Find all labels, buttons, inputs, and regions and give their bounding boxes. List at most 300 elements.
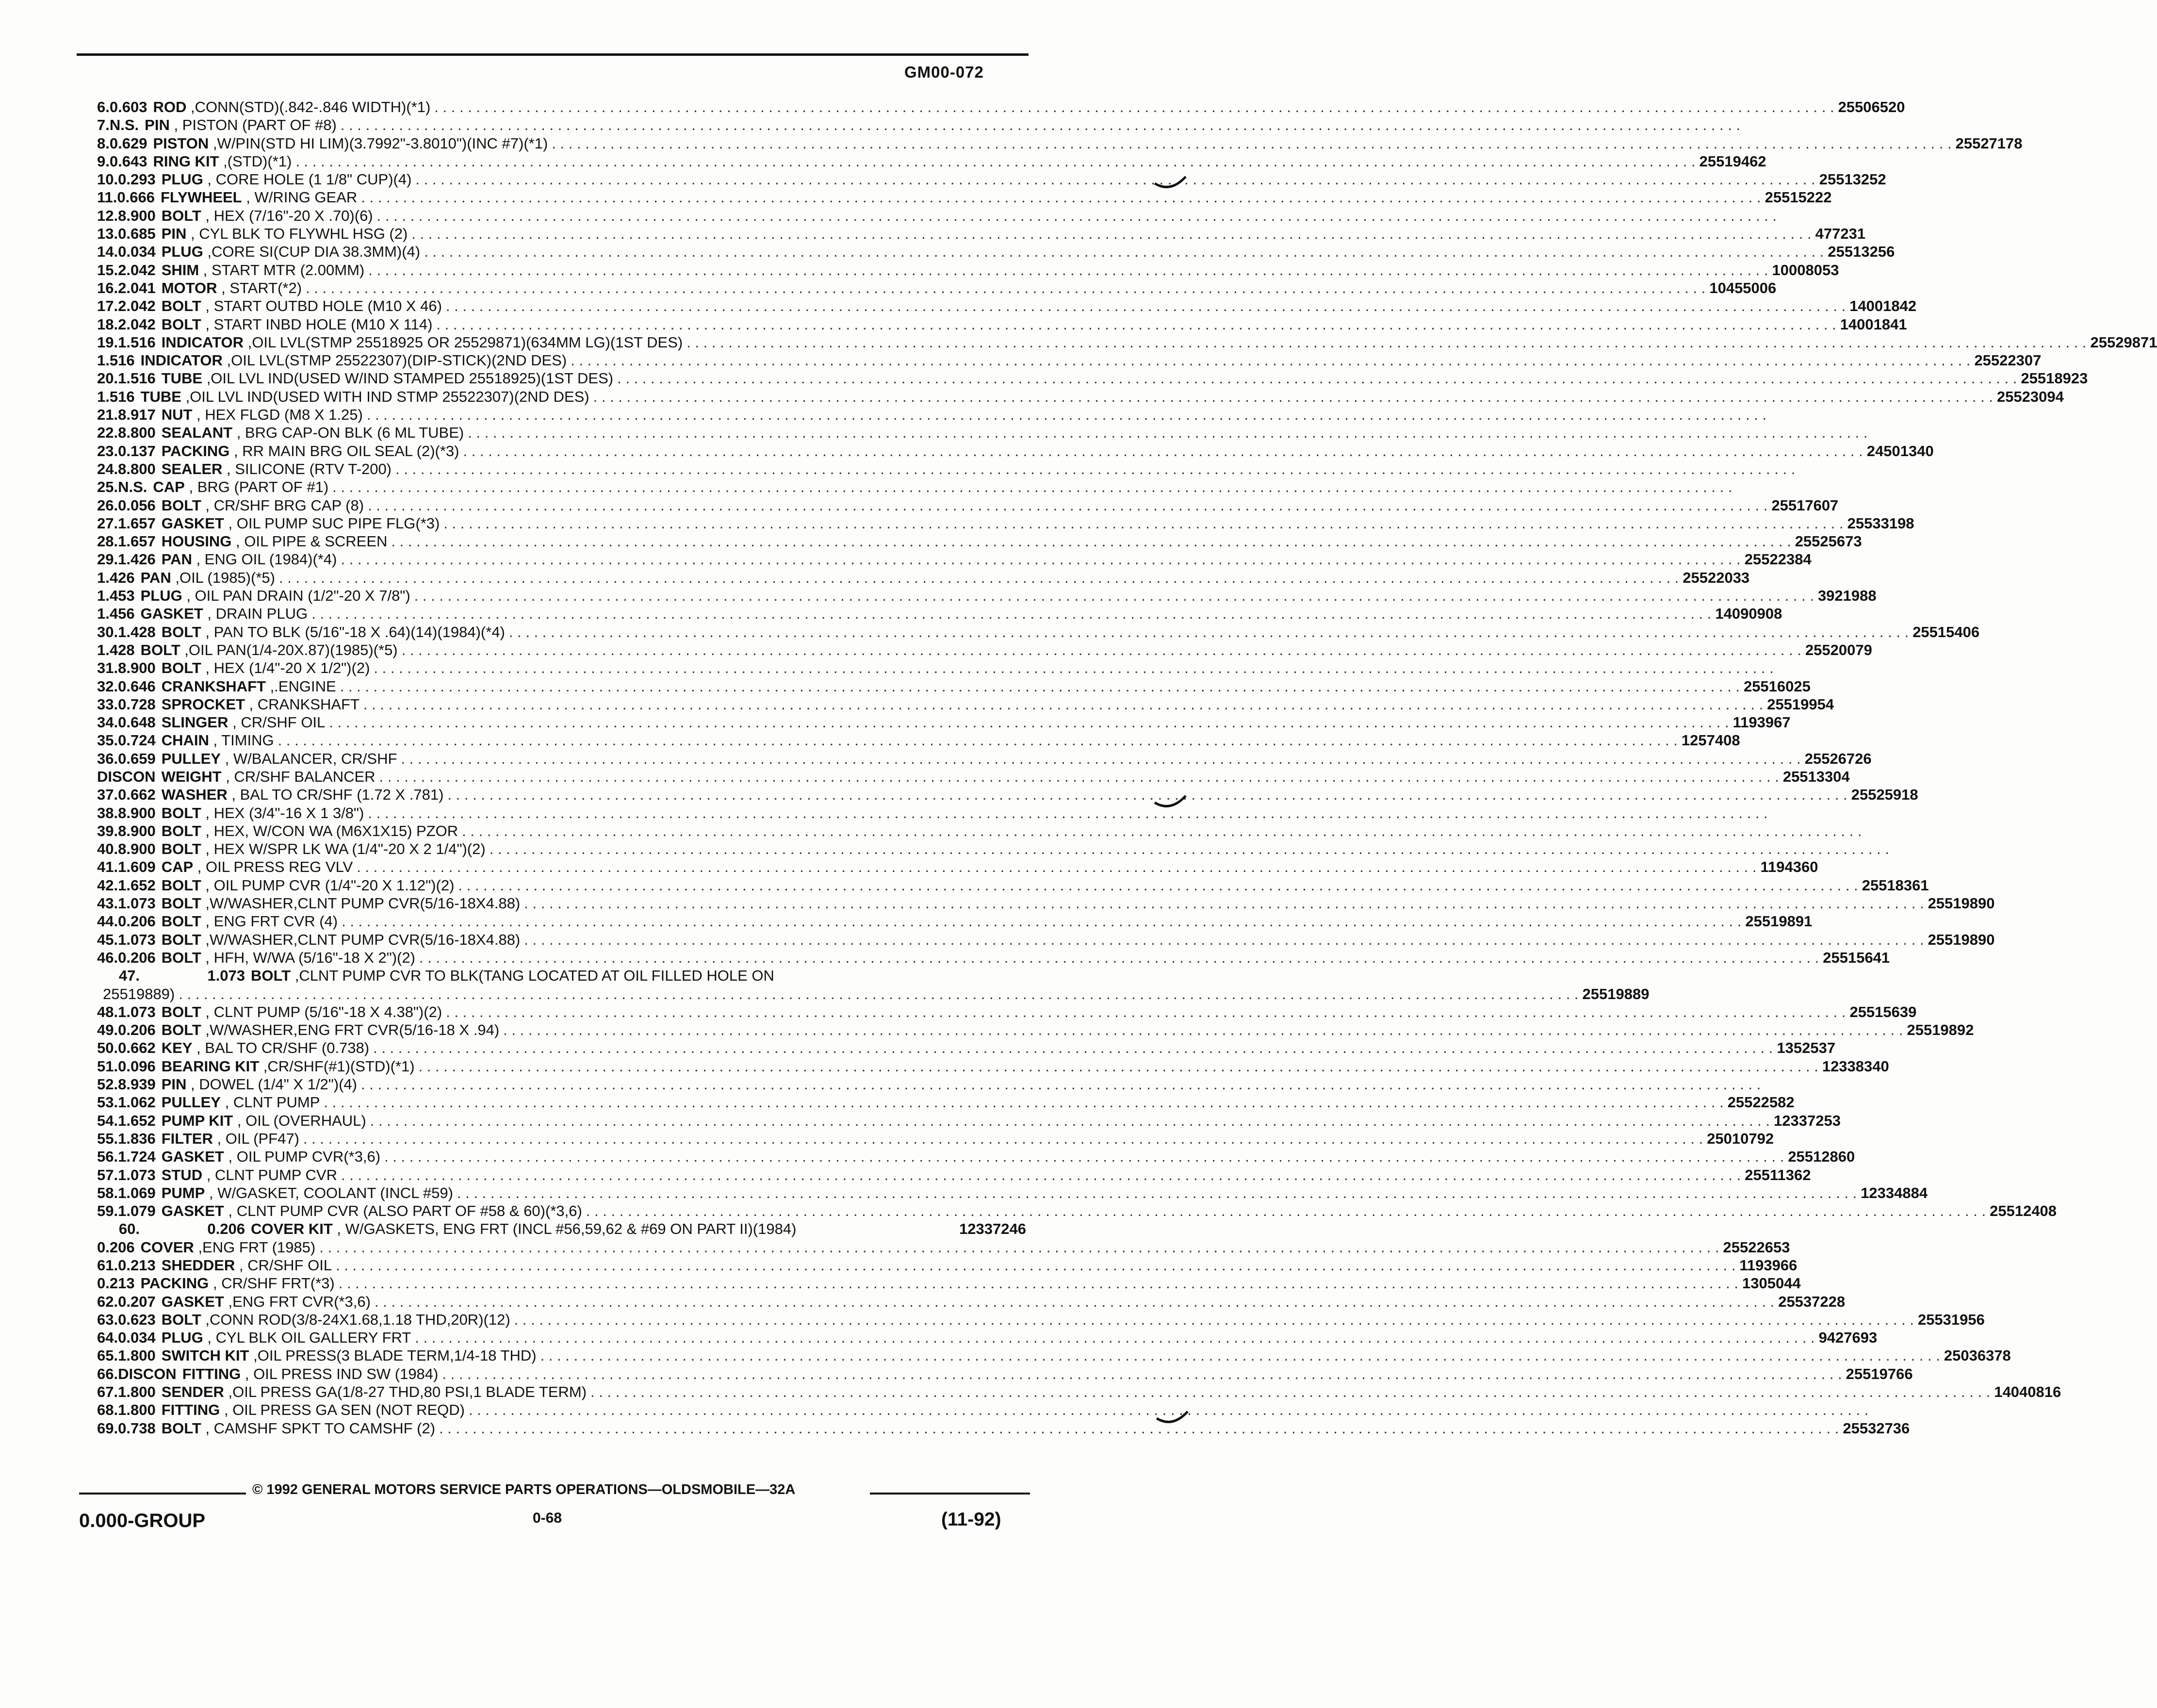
part-detail: ,OIL PAN(1/4-20X.87)(1985)(*5)	[180, 641, 398, 658]
part-name: BOLT	[161, 623, 201, 640]
part-name: FILTER	[161, 1130, 213, 1147]
item-number: 18.	[97, 315, 118, 333]
part-detail: , CYL BLK OIL GALLERY FRT	[203, 1329, 411, 1347]
parts-row	[97, 496, 1839, 515]
dot-leader	[392, 460, 1795, 478]
item-number: 12.	[97, 207, 118, 224]
part-description	[153, 99, 1834, 116]
part-description	[162, 624, 1909, 641]
part-number: 25519889	[1582, 985, 1650, 1002]
part-description	[153, 478, 1732, 496]
part-name: BOLT	[161, 315, 201, 333]
dot-leader	[302, 279, 1705, 297]
part-detail: , OIL (OVERHAUL)	[233, 1112, 366, 1129]
group-number: 8.800	[118, 424, 156, 442]
group-number: 0.213	[118, 1257, 156, 1274]
parts-row	[97, 695, 1834, 714]
parts-row	[97, 333, 2157, 352]
part-description	[141, 641, 1801, 659]
dot-leader	[454, 877, 1858, 894]
parts-row	[97, 805, 1026, 822]
footer-copyright: © 1992 GENERAL MOTORS SERVICE PARTS OPERATIONS—OLDSMOBILE—32A	[252, 1482, 796, 1497]
part-name: BOLT	[161, 840, 201, 858]
part-detail: ,OIL PRESS GA(1/8-27 THD,80 PSI,1 BLADE TERM)	[224, 1383, 587, 1401]
item-number: 54.	[97, 1112, 118, 1129]
group-number: 0.096	[118, 1057, 156, 1075]
item-number: 37.	[97, 786, 118, 804]
dot-leader	[505, 624, 1909, 641]
part-description	[141, 1275, 1738, 1292]
part-name: BOLT	[161, 949, 201, 966]
dot-leader	[363, 406, 1766, 424]
part-description	[162, 1202, 1986, 1220]
top-rule	[77, 53, 1029, 56]
part-detail: , W/RING GEAR	[242, 189, 358, 206]
dot-leader	[486, 840, 1889, 858]
part-detail: ,ENG FRT CVR(*3,6)	[224, 1293, 371, 1310]
dot-leader	[411, 1329, 1814, 1347]
part-detail: , CLNT PUMP CVR (ALSO PART OF #58 & 60)(*3,6)	[224, 1202, 582, 1220]
parts-row	[97, 279, 1777, 297]
part-description	[162, 768, 1779, 786]
item-number: 20.	[97, 370, 118, 387]
group-number: 0.646	[118, 677, 156, 695]
dot-leader	[398, 641, 1801, 659]
item-number: 28.	[97, 533, 118, 550]
item-number: 57.	[97, 1166, 118, 1183]
parts-row	[97, 315, 1907, 334]
group-number: 0.206	[207, 1220, 245, 1238]
part-description	[162, 297, 1846, 315]
item-number: 55.	[97, 1130, 118, 1147]
part-name: PLUG	[140, 587, 182, 605]
part-detail: , OIL PUMP SUC PIPE FLG(*3)	[224, 514, 440, 532]
part-description	[162, 1184, 1857, 1202]
part-number: 25512408	[1990, 1202, 2057, 1220]
part-name: HOUSING	[161, 533, 232, 550]
part-name: STUD	[161, 1166, 203, 1183]
item-number: 49.	[97, 1021, 118, 1039]
dot-leader	[364, 262, 1768, 279]
group-number: 0.207	[118, 1293, 156, 1310]
dot-leader	[360, 696, 1763, 713]
dot-leader	[332, 1257, 1735, 1274]
group-number: 2.041	[118, 279, 156, 296]
part-description	[162, 822, 1862, 840]
part-detail: , START(*2)	[217, 279, 302, 296]
dot-leader	[274, 732, 1678, 749]
part-description	[103, 985, 1579, 1003]
part-description	[162, 1148, 1784, 1166]
group-number: 1.652	[118, 1112, 156, 1129]
group-number: 0.213	[97, 1275, 135, 1292]
part-name: BOLT	[161, 913, 201, 930]
part-number: 25529871	[2090, 333, 2157, 351]
part-description	[162, 1130, 1703, 1148]
part-number: 25516025	[1743, 677, 1811, 695]
part-name: WEIGHT	[161, 768, 222, 785]
part-description	[162, 533, 1791, 550]
part-detail: , CLNT PUMP (5/16"-18 X 4.38")(2)	[201, 1003, 442, 1020]
part-number: 14001842	[1849, 297, 1917, 315]
parts-row	[97, 1148, 1855, 1166]
parts-row	[97, 1401, 1026, 1419]
part-number: 25506520	[1838, 99, 1905, 115]
part-detail: , CR/SHF OIL	[228, 714, 326, 731]
parts-row	[97, 551, 1812, 569]
part-number: 25519954	[1767, 695, 1834, 713]
part-name: PIN	[145, 116, 170, 134]
part-detail: ,W/WASHER,ENG FRT CVR(5/16-18 X .94)	[201, 1021, 500, 1039]
item-number: 67.	[97, 1383, 118, 1401]
parts-row	[97, 1275, 1801, 1293]
item-number: 52.	[97, 1076, 118, 1093]
item-number: 69.	[97, 1419, 118, 1437]
part-description	[162, 1003, 1846, 1021]
part-detail: , W/BALANCER, CR/SHF	[220, 750, 397, 767]
part-description	[162, 732, 1678, 749]
part-detail: ,CONN(STD)(.842-.846 WIDTH)(*1)	[186, 99, 431, 115]
part-description	[162, 1311, 1914, 1329]
parts-row	[97, 370, 2088, 388]
item-number: 50.	[97, 1039, 118, 1057]
part-name: FITTING	[182, 1365, 241, 1382]
part-description	[161, 189, 1761, 206]
part-detail: ,.ENGINE	[265, 677, 336, 695]
part-description	[141, 1239, 1719, 1256]
part-description	[162, 1058, 1818, 1075]
parts-row	[97, 840, 1026, 858]
part-detail: , OIL PAN DRAIN (1/2"-20 X 7/8")	[182, 587, 410, 605]
group-number: N.S.	[118, 478, 147, 496]
item-number: 45.	[97, 931, 118, 948]
group-number: 8.917	[118, 406, 156, 424]
part-detail: , CR/SHF FRT(*3)	[209, 1275, 335, 1292]
part-name: PULLEY	[161, 1094, 221, 1111]
item-number: 40.	[97, 840, 118, 858]
dot-leader	[308, 605, 1711, 623]
part-description	[153, 135, 1951, 152]
part-name: NUT	[161, 406, 193, 424]
part-name: BOLT	[161, 1003, 201, 1020]
dot-leader	[613, 370, 2017, 387]
part-description	[162, 840, 1889, 858]
parts-row	[97, 858, 1818, 876]
part-name: PLUG	[161, 243, 203, 261]
part-name: GASKET	[161, 514, 224, 532]
dot-leader	[387, 533, 1791, 550]
part-number: 25531956	[1917, 1311, 1985, 1328]
dot-leader	[440, 515, 1843, 532]
parts-row	[97, 931, 1995, 949]
parts-row	[97, 822, 1026, 840]
dot-leader	[443, 786, 1847, 804]
parts-row	[97, 1003, 1917, 1021]
item-number: 14.	[97, 243, 118, 261]
part-number: 25512860	[1788, 1148, 1855, 1166]
item-number: 65.	[97, 1347, 118, 1364]
part-detail: ,OIL LVL IND(USED WITH IND STMP 25522307)(2ND DES)	[181, 388, 589, 405]
item-number: 22.	[97, 424, 118, 442]
part-description	[162, 460, 1796, 478]
parts-row	[97, 1039, 1836, 1057]
parts-row	[97, 297, 1917, 315]
dot-leader	[438, 1365, 1842, 1383]
group-number: 1.724	[118, 1148, 156, 1166]
part-description	[141, 587, 1814, 605]
parts-row	[97, 189, 1832, 207]
parts-row	[97, 225, 1866, 243]
part-name: SENDER	[161, 1383, 224, 1401]
part-name: BOLT	[161, 876, 201, 894]
dot-leader	[459, 443, 1863, 460]
part-detail: , PAN TO BLK (5/16"-18 X .64)(14)(1984)(*4)	[201, 623, 505, 640]
parts-row	[97, 1057, 1889, 1076]
item-number: 62.	[97, 1293, 118, 1310]
part-name: PACKING	[161, 442, 230, 460]
dot-leader	[380, 1148, 1784, 1166]
part-number: 25517607	[1771, 496, 1839, 514]
part-name: PULLEY	[161, 750, 221, 767]
item-number: 8.	[97, 134, 110, 152]
footer-rule-right	[870, 1493, 1030, 1494]
group-number: 1.073	[118, 931, 156, 948]
footer-rule-left	[79, 1493, 246, 1494]
part-number: 1194360	[1760, 858, 1818, 876]
parts-row	[97, 1365, 1913, 1383]
part-number: 25010792	[1707, 1130, 1774, 1147]
part-description	[162, 443, 1863, 460]
dot-leader	[337, 116, 1740, 134]
group-number: 2.042	[118, 315, 156, 333]
part-description	[162, 1166, 1741, 1184]
dot-leader	[370, 659, 1773, 677]
part-detail: , HEX W/SPR LK WA (1/4"-20 X 2 1/4")(2)	[201, 840, 486, 858]
footer-group-label: 0.000-GROUP	[79, 1510, 206, 1531]
part-detail: , W/GASKETS, ENG FRT (INCL #56,59,62 & #69 ON PART II)(1984)	[332, 1220, 797, 1238]
group-number: 0.738	[118, 1419, 156, 1437]
part-number: 25515406	[1912, 623, 1980, 640]
part-name: GASKET	[161, 1202, 224, 1220]
part-number: 25518361	[1862, 876, 1929, 894]
part-number: 14001841	[1840, 315, 1907, 333]
part-number: 25519892	[1907, 1021, 1974, 1039]
parts-row	[97, 587, 1877, 605]
group-number: 0.206	[118, 949, 156, 966]
part-detail: ,OIL PRESS(3 BLADE TERM,1/4-18 THD)	[249, 1347, 537, 1364]
part-detail: , CLNT PUMP CVR	[202, 1166, 337, 1183]
group-number: 1.800	[118, 1383, 156, 1401]
part-description	[141, 569, 1679, 587]
footer-page-number: 0-68	[533, 1510, 562, 1526]
part-name: TUBE	[140, 388, 181, 405]
dot-leader	[582, 1202, 1986, 1220]
part-name: PAN	[140, 569, 171, 586]
item-number: 53.	[97, 1094, 118, 1111]
parts-row	[97, 478, 1026, 496]
part-name: BOLT	[161, 297, 201, 315]
part-name: INDICATOR	[140, 352, 223, 369]
item-number: 66.	[97, 1365, 118, 1382]
part-number: 25519462	[1699, 152, 1766, 170]
part-detail: , RR MAIN BRG OIL SEAL (2)(*3)	[229, 442, 459, 460]
part-detail: , CYL BLK TO FLYWHL HSG (2)	[186, 225, 408, 243]
parts-row	[97, 677, 1811, 696]
part-detail: ,W/WASHER,CLNT PUMP CVR(5/16-18X4.88)	[201, 931, 521, 948]
part-name: BOLT	[140, 641, 180, 658]
part-number: 25522653	[1723, 1238, 1790, 1256]
part-detail: , OIL PRESS REG VLV	[193, 858, 353, 876]
group-number: 0.137	[118, 442, 156, 460]
dot-leader	[357, 1076, 1761, 1093]
item-number: 27.	[97, 514, 118, 532]
part-detail: , BRG (PART OF #1)	[184, 478, 329, 496]
part-detail: , START INBD HOLE (M10 X 114)	[201, 315, 433, 333]
parts-row	[97, 913, 1813, 931]
parts-row	[97, 732, 1740, 750]
part-number: 12337253	[1774, 1112, 1841, 1129]
part-detail: , DOWEL (1/4" X 1/2")(4)	[186, 1076, 357, 1093]
group-number: 1.657	[118, 533, 156, 550]
group-number: 1.426	[97, 569, 135, 586]
group-number: 1.426	[118, 551, 156, 568]
parts-row	[97, 1293, 1846, 1311]
part-number: 25537228	[1778, 1293, 1846, 1310]
part-number: 25519890	[1928, 931, 1995, 948]
parts-row	[97, 659, 1026, 677]
part-description	[162, 1257, 1736, 1274]
item-number: 58.	[97, 1184, 118, 1201]
dot-leader	[430, 99, 1834, 116]
dot-leader	[328, 478, 1732, 496]
group-number: 8.900	[118, 207, 156, 224]
part-detail: , START OUTBD HOLE (M10 X 46)	[201, 297, 442, 315]
part-name: COVER	[140, 1238, 194, 1256]
part-name: CAP	[153, 478, 185, 496]
group-number: 0.685	[118, 225, 156, 243]
parts-row	[97, 352, 2042, 370]
part-name: SPROCKET	[161, 695, 245, 713]
dot-leader	[397, 750, 1800, 768]
group-number: 0.659	[118, 750, 156, 767]
part-number: 14090908	[1715, 605, 1782, 623]
item-number: 41.	[97, 858, 118, 876]
part-name: CHAIN	[161, 732, 209, 749]
group-number: 2.042	[118, 261, 156, 279]
parts-row	[97, 152, 1766, 171]
group-number: 1.516	[118, 370, 156, 387]
part-number: 12338340	[1822, 1057, 1889, 1075]
group-number: 0.643	[109, 152, 147, 170]
group-number: 1.800	[118, 1401, 156, 1419]
item-number: 51.	[97, 1057, 118, 1075]
part-number: 12334884	[1861, 1184, 1928, 1201]
group-number: 1.657	[118, 514, 156, 532]
part-description	[162, 1401, 1869, 1419]
dot-leader	[411, 171, 1815, 188]
part-detail: ,W/PIN(STD HI LIM)(3.7992"-3.8010")(INC #7)(*1)	[209, 134, 548, 152]
part-detail: , CR/SHF BRG CAP (8)	[201, 496, 364, 514]
part-description	[162, 659, 1774, 677]
group-number: 1.069	[118, 1184, 156, 1201]
item-number: 10.	[97, 171, 118, 188]
group-number: 8.900	[118, 840, 156, 858]
part-name: ROD	[153, 99, 187, 115]
part-name: TUBE	[161, 370, 203, 387]
item-number: 56.	[97, 1148, 118, 1166]
part-name: MOTOR	[161, 279, 217, 296]
dot-leader	[357, 189, 1761, 206]
part-description	[162, 877, 1858, 894]
group-number: 1.516	[97, 388, 135, 405]
part-description	[162, 1329, 1815, 1347]
part-number: 25522384	[1744, 551, 1812, 568]
part-number: 9427693	[1818, 1329, 1878, 1347]
parts-row	[97, 949, 1890, 967]
item-number: 68.	[97, 1401, 118, 1419]
dot-leader	[415, 1058, 1818, 1075]
part-name: INDICATOR	[161, 333, 244, 351]
group-number: 1.428	[118, 623, 156, 640]
part-name: BOLT	[161, 931, 201, 948]
parts-row	[97, 623, 1980, 641]
item-number: 43.	[97, 895, 118, 912]
dot-leader	[442, 297, 1846, 315]
group-number: 0.293	[118, 171, 156, 188]
item-number: 36.	[97, 750, 118, 767]
parts-row	[97, 406, 1026, 424]
part-detail: , OIL PUMP CVR(*3,6)	[224, 1148, 381, 1166]
group-number: 1.516	[97, 352, 135, 369]
part-number: 25519891	[1745, 913, 1813, 930]
parts-row	[97, 895, 1995, 913]
part-number: 25526726	[1804, 750, 1872, 767]
group-number: 0.648	[118, 714, 156, 731]
part-name: PAN	[161, 551, 192, 568]
parts-row	[97, 533, 1862, 551]
part-detail: , CRANKSHAFT	[245, 695, 360, 713]
parts-row	[97, 261, 1839, 279]
part-number: 25520079	[1805, 641, 1872, 658]
dot-leader	[499, 1021, 1903, 1039]
dot-leader	[336, 678, 1740, 695]
item-number: 19.	[97, 333, 118, 351]
group-number: 0.056	[118, 496, 156, 514]
part-detail: ,OIL LVL(STMP 25518925 OR 25529871)(634MM LG)(1ST DES)	[244, 333, 683, 351]
part-name: GASKET	[140, 605, 203, 623]
part-detail: , BAL TO CR/SHF (0.738)	[192, 1039, 370, 1057]
part-detail: , BRG CAP-ON BLK (6 ML TUBE)	[232, 424, 464, 442]
group-number: 0.662	[118, 1039, 156, 1057]
group-number: 1.079	[118, 1202, 156, 1220]
dot-leader	[410, 587, 1814, 605]
dot-leader	[337, 1166, 1741, 1184]
group-number: 1.073	[118, 895, 156, 912]
dot-leader	[464, 424, 1867, 442]
parts-row	[97, 876, 1929, 895]
part-description	[162, 551, 1741, 568]
part-number: 25513304	[1782, 768, 1850, 785]
part-number: 3921988	[1817, 587, 1877, 605]
group-number: 1.073	[118, 1003, 156, 1020]
dot-leader	[369, 1039, 1773, 1057]
item-number: 23.	[97, 442, 118, 460]
item-number: 44.	[97, 913, 118, 930]
dot-leader	[335, 1275, 1738, 1292]
parts-row	[97, 985, 1650, 1003]
part-number: 25515641	[1823, 949, 1890, 966]
group-number: 1.652	[118, 876, 156, 894]
